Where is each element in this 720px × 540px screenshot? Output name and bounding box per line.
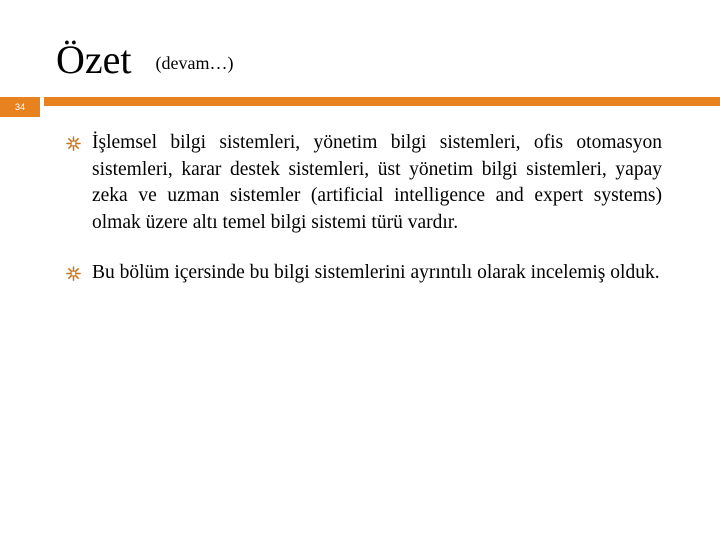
bullet-item (66, 260, 662, 287)
slide-number: 34 (0, 97, 40, 117)
slide-title: Özet (56, 37, 132, 82)
bullet-item (66, 130, 662, 236)
accent-line (44, 97, 720, 106)
bullet-text: İşlemsel bilgi sistemleri, yönetim bilgi sistemleri, ofis otomasyon sistemleri, karar destek sistemleri, üst yönetim bilgi sistemleri, yapay zeka ve uzman sistemler (artificial intelligence and expert systems) olmak üzere altı temel bilgi sistemi türü vardır. (92, 132, 662, 233)
bullet-text: Bu bölüm içersinde bu bilgi sistemlerini ayrıntılı olarak incelemiş olduk. (92, 262, 660, 283)
asterisk-bullet-icon (66, 136, 81, 151)
slide-subtitle: (devam…) (155, 53, 234, 73)
asterisk-bullet-icon (66, 266, 81, 281)
slide-title-area (56, 36, 233, 83)
header-bar (0, 97, 720, 117)
slide-content (66, 130, 662, 311)
